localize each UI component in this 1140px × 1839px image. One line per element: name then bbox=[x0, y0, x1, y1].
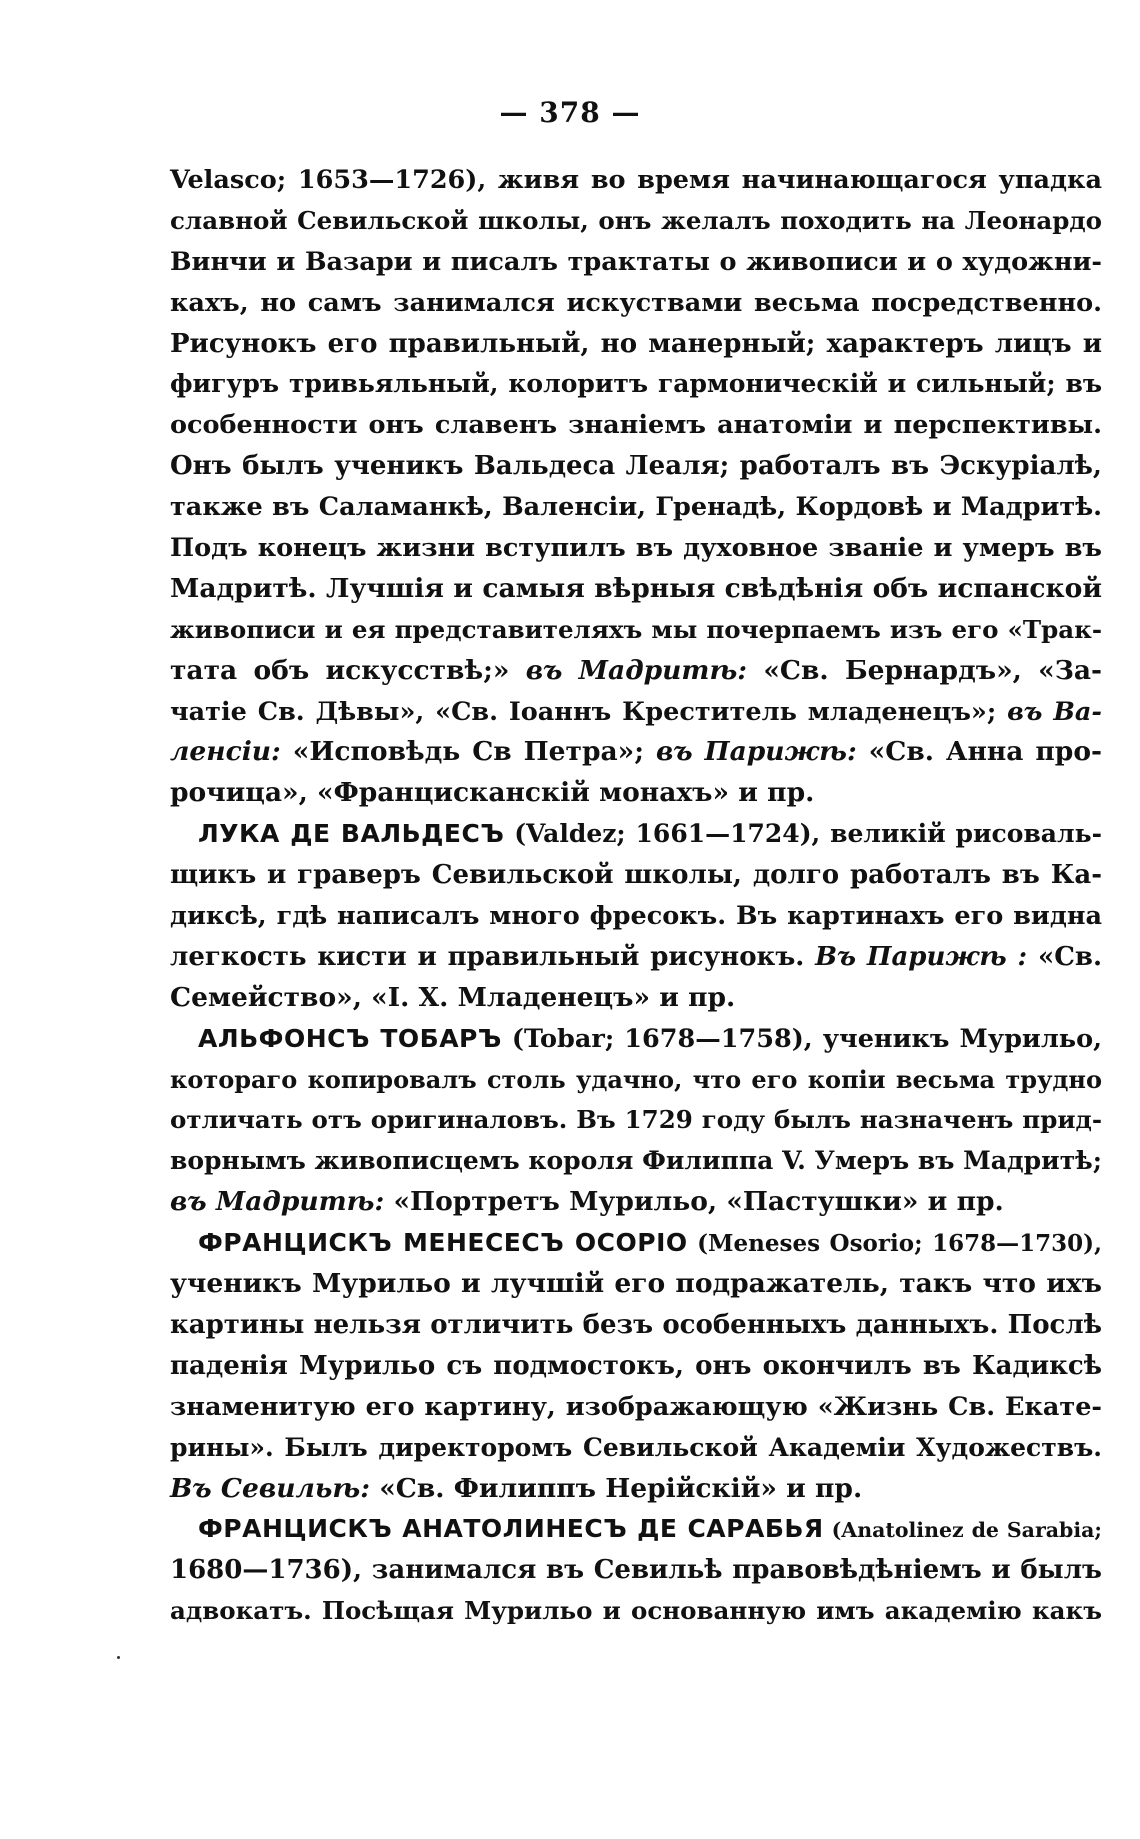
city-label: ленсіи: bbox=[170, 736, 281, 768]
text-line bbox=[170, 283, 1102, 324]
text-line bbox=[170, 1223, 1102, 1264]
text-segment: (Tobar; 1678—1758), ученикъ Мурильо, bbox=[501, 1023, 1102, 1054]
text-segment: адвокатъ. Посѣщая Мурильо и основанную имъ академію какъ bbox=[170, 1596, 1102, 1626]
text-segment: тата объ искусствѣ;» bbox=[170, 654, 526, 686]
text-line bbox=[170, 1387, 1102, 1428]
text-line bbox=[170, 937, 1102, 978]
text-segment: Рисунокъ его правильный, но манерный; характеръ лицъ и bbox=[170, 328, 1102, 359]
text-segment: котораго копировалъ столь удачно, что его копіи весьма трудно bbox=[170, 1064, 1102, 1094]
text-line bbox=[170, 1428, 1102, 1469]
text-segment: 1680—1736), занимался въ Севильѣ правовѣдѣніемъ и былъ bbox=[170, 1555, 1102, 1586]
text-segment: паденія Мурильо съ подмостокъ, онъ окончилъ въ Кадиксѣ bbox=[170, 1350, 1102, 1381]
text-line bbox=[170, 1100, 1102, 1141]
city-label: въ Мадритѣ: bbox=[525, 654, 748, 686]
text-segment: (Anatolinez de Sarabia; bbox=[823, 1518, 1102, 1543]
artist-name: ЛУКА ДЕ ВАЛЬДЕСЪ bbox=[198, 819, 505, 849]
text-segment: легкость кисти и правильный рисунокъ. bbox=[170, 941, 816, 972]
text-line bbox=[170, 773, 1102, 814]
text-segment: Мадритѣ. Лучшія и самыя вѣрныя свѣдѣнія объ испанской bbox=[170, 572, 1102, 604]
text-line bbox=[170, 692, 1102, 733]
text-segment: щикъ и граверъ Севильской школы, долго работалъ въ Ка- bbox=[170, 860, 1102, 891]
text-line bbox=[170, 160, 1102, 201]
city-label: въ Ва- bbox=[1007, 696, 1103, 727]
text-line bbox=[170, 1346, 1102, 1387]
text-line bbox=[170, 732, 1102, 773]
scan-speck bbox=[117, 1656, 120, 1659]
text-segment: отличать отъ оригиналовъ. Въ 1729 году былъ назначенъ прид- bbox=[170, 1105, 1102, 1135]
text-line bbox=[170, 405, 1102, 446]
text-line bbox=[170, 651, 1102, 692]
text-line bbox=[170, 1182, 1102, 1223]
text-line bbox=[170, 446, 1102, 487]
text-segment: (Valdez; 1661—1724), великій рисоваль- bbox=[504, 819, 1102, 849]
text-segment: Онъ былъ ученикъ Вальдеса Леаля; работалъ въ Эскуріалѣ, bbox=[170, 451, 1102, 482]
city-label: въ Парижѣ: bbox=[655, 736, 857, 768]
text-segment: «Св. Филиппъ Нерійскій» и пр. bbox=[370, 1472, 863, 1504]
text-segment: картины нельзя отличить безъ особенныхъ данныхъ. Послѣ bbox=[170, 1309, 1102, 1340]
text-line bbox=[170, 324, 1102, 365]
text-line bbox=[170, 201, 1102, 242]
text-segment: живописи и ея представителяхъ мы почерпаемъ изъ его «Трак- bbox=[170, 614, 1102, 644]
text-segment: «Портретъ Мурильо, «Пастушки» и пр. bbox=[384, 1186, 1004, 1218]
text-line bbox=[170, 1305, 1102, 1346]
text-segment: Семейство», «І. Х. Младенецъ» и пр. bbox=[170, 981, 736, 1013]
text-segment: «Св. Анна про- bbox=[856, 736, 1102, 768]
artist-name: АЛЬФОНСЪ ТОБАРЪ bbox=[198, 1023, 502, 1053]
text-segment: «Св. Бернардъ», «За- bbox=[747, 654, 1102, 686]
text-line bbox=[170, 569, 1102, 610]
text-line bbox=[170, 1550, 1102, 1591]
text-line bbox=[170, 896, 1102, 937]
text-line bbox=[170, 978, 1102, 1019]
text-line bbox=[170, 855, 1102, 896]
artist-name: ФРАНЦИСКЪ АНАТОЛИНЕСЪ ДЕ САРАБЬЯ bbox=[198, 1514, 824, 1544]
text-segment: «Св. bbox=[1027, 941, 1103, 972]
text-line bbox=[170, 610, 1102, 651]
text-segment: (Meneses Osorio; 1678—1730), bbox=[687, 1230, 1103, 1258]
text-segment: Подъ конецъ жизни вступилъ въ духовное званіе и умеръ въ bbox=[170, 533, 1102, 564]
text-line bbox=[170, 1509, 1102, 1550]
text-line bbox=[170, 1141, 1102, 1182]
text-segment: также въ Саламанкѣ, Валенсіи, Гренадѣ, Кордовѣ и Мадритѣ. bbox=[170, 492, 1102, 523]
text-segment: чатіе Св. Дѣвы», «Св. Іоаннъ Креститель младенецъ»; bbox=[170, 696, 1008, 727]
text-segment: «Исповѣдь Св Петра»; bbox=[280, 736, 656, 768]
text-segment: Винчи и Вазари и писалъ трактаты о живописи и о художни- bbox=[170, 246, 1102, 277]
body-text bbox=[170, 160, 1102, 1632]
text-segment: рочица», «Францисканскій монахъ» и пр. bbox=[170, 777, 815, 809]
text-segment: знаменитую его картину, изображающую «Жизнь Св. Екате- bbox=[170, 1391, 1102, 1422]
text-segment: кахъ, но самъ занимался искуствами весьма посредственно. bbox=[170, 287, 1102, 318]
text-segment: славной Севильской школы, онъ желалъ походить на Леонардо bbox=[170, 205, 1102, 235]
page-number: — 378 — bbox=[499, 96, 641, 129]
text-line bbox=[170, 1469, 1102, 1510]
text-line bbox=[170, 1019, 1102, 1060]
text-line bbox=[170, 242, 1102, 283]
text-segment: ученикъ Мурильо и лучшій его подражатель, такъ что ихъ bbox=[170, 1268, 1102, 1300]
city-label: въ Мадритѣ: bbox=[170, 1186, 385, 1218]
city-label: Въ Севильѣ: bbox=[170, 1472, 370, 1504]
text-line bbox=[170, 364, 1102, 405]
text-line bbox=[170, 487, 1102, 528]
text-segment: Velasco; 1653—1726), живя во время начинающагося упадка bbox=[170, 165, 1102, 195]
text-segment: особенности онъ славенъ знаніемъ анатоміи и перспективы. bbox=[170, 410, 1102, 441]
text-line bbox=[170, 528, 1102, 569]
text-line bbox=[170, 1264, 1102, 1305]
text-segment: фигуръ тривьяльный, колоритъ гармоническій и сильный; въ bbox=[170, 369, 1102, 399]
text-segment: ворнымъ живописцемъ короля Филиппа V. Умеръ въ Мадритѣ; bbox=[170, 1146, 1102, 1176]
city-label: Въ Парижѣ : bbox=[815, 941, 1028, 972]
text-line bbox=[170, 1060, 1102, 1101]
text-line bbox=[170, 814, 1102, 855]
text-line bbox=[170, 1591, 1102, 1632]
text-segment: рины». Былъ директоромъ Севильской Академіи Художествъ. bbox=[170, 1432, 1102, 1462]
text-segment: диксѣ, гдѣ написалъ много фресокъ. Въ картинахъ его видна bbox=[170, 901, 1102, 932]
artist-name: ФРАНЦИСКЪ МЕНЕСЕСЪ ОСОРІО bbox=[198, 1228, 688, 1258]
